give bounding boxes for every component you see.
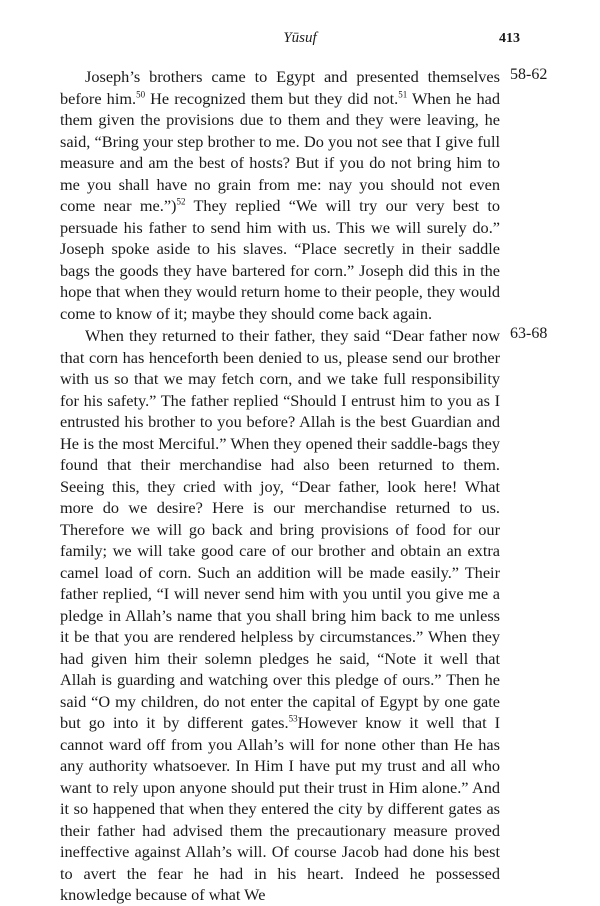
paragraph-text: Joseph’s brothers came to Egypt and presented themselves before him. (60, 67, 500, 108)
paragraph-1 (60, 66, 500, 324)
verse-reference-1: 58-62 (510, 66, 548, 83)
paragraph-text: When they returned to their father, they said “Dear father now that corn has henceforth been denied to us, please send our brother with us so that we may fetch corn, and we take full responsibility for his safety.” The father replied “Should I entrust him to you as I entrusted his brother to you before? Allah is the best Guardian and He is the most Merciful.” When they opened their saddle-bags they found that their merchandise had also been returned to them. Seeing this, they cried with joy, “Dear father, look here! What more do we desire? Here is our merchandise returned to us. Therefore we will go back and bring provisions of food for our family; we will take good care of our brother and obtain an extra camel load of corn. Such an addition will be made easily.” Their father replied, “I will never send him with you until you give me a pledge in Allah’s name that you shall bring him back to me unless it be that you are rendered helpless by circumstances.” When they had given him their solemn pledges he said, “Note it well that Allah is guarding and watching over this pledge of ours.” Then he said “O my children, do not enter the capital of Egypt by one gate but go into it by different gates. (60, 326, 500, 732)
paragraph-2 (60, 325, 500, 906)
footnote-ref-50: 50 (136, 89, 146, 100)
footnote-ref-52: 52 (176, 196, 186, 207)
footnote-ref-51: 51 (398, 89, 408, 100)
running-header-title: Yūsuf (283, 30, 317, 46)
verse-reference-2: 63-68 (510, 325, 548, 342)
paragraph-text: When he had them given the provisions due to them and they were leaving, he said, “Bring your step brother to me. Do you not see that I give full measure and am the best of hosts? But if you do not bring him to me you shall have no grain from me: nay you should not even come near me.”) (60, 88, 501, 215)
page-number: 413 (499, 31, 520, 46)
paragraph-text: However know it well that I cannot ward off from you Allah’s will for none other than He has any authority whatsoever. In Him I have put my trust and all who want to rely upon anyone should put their trust in Him alone.” And it so happened that when they entered the city by different gates as their father had advised them the precautionary measure proved ineffective against Allah’s will. Of course Jacob had done his best to avert the fear he had in his heart. Indeed he possessed knowledge because of what We (60, 713, 500, 904)
footnote-ref-53: 53 (288, 713, 298, 724)
paragraph-text: He recognized them but they did not. (145, 88, 399, 108)
paragraph-text: They replied “We will try our very best to persuade his father to send him with us. This we will surely do.” Joseph spoke aside to his slaves. “Place secretly in their saddle bags the goods they have bartered for corn.” Joseph did this in the hope that when they would return home to their people, they would come to know of it; maybe they should come back again. (60, 196, 500, 323)
